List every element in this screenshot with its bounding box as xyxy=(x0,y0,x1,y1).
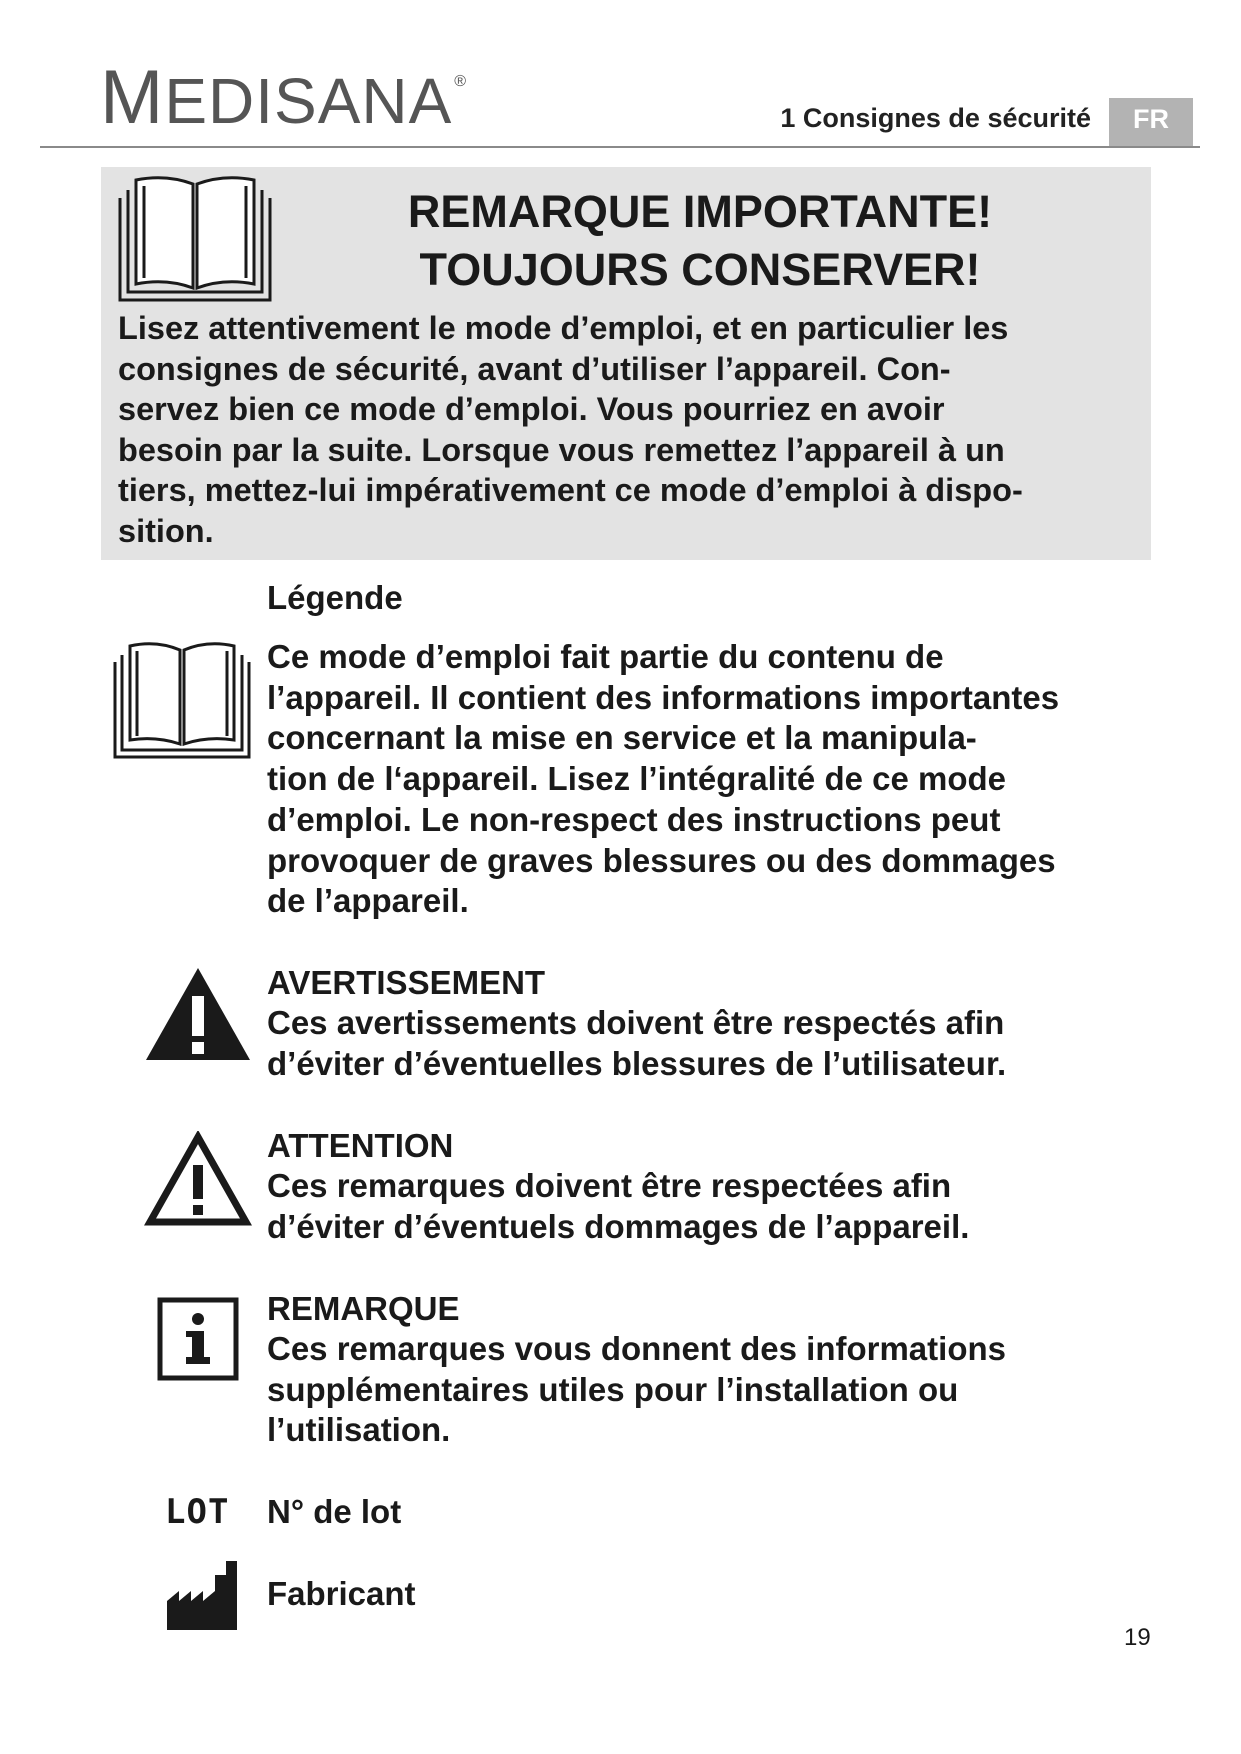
manual-line: tion de l‘appareil. Lisez l’intégralité de ce mode xyxy=(267,760,1007,798)
warning-label: AVERTISSEMENT xyxy=(267,964,546,1001)
notice-line: besoin par la suite. Lorsque vous remettez l’appareil à un xyxy=(118,431,1005,468)
attention-line: d’éviter d’éventuels dommages de l’appareil. xyxy=(267,1207,970,1245)
manual-line: d’emploi. Le non-respect des instructions peut xyxy=(267,800,1001,838)
manual-line: concernant la mise en service et la manipula- xyxy=(267,719,977,757)
notice-heading-line: TOUJOURS CONSERVER! xyxy=(419,244,981,295)
manual-line: de l’appareil. xyxy=(267,882,469,920)
header-divider xyxy=(40,146,1200,148)
remark-line: Ces remarques vous donnent des informations xyxy=(267,1330,1006,1367)
manual-line: l’appareil. Il contient des informations importantes xyxy=(267,678,1060,716)
remark-section xyxy=(267,1289,1147,1451)
warning-line: d’éviter d’éventuelles blessures de l’utilisateur. xyxy=(267,1044,1007,1082)
remark-line: supplémentaires utiles pour l’installation ou xyxy=(267,1370,959,1408)
legend-title: Légende xyxy=(267,579,403,616)
brand-logo: MEDISANA ® xyxy=(100,55,468,140)
warning-section xyxy=(267,963,1147,1084)
manual-line: Ce mode d’emploi fait partie du contenu de xyxy=(267,638,944,675)
manufacturer-label: Fabricant xyxy=(267,1575,416,1612)
lot-label: N° de lot xyxy=(267,1493,402,1530)
notice-heading xyxy=(310,183,1090,299)
warning-outline-triangle-icon xyxy=(144,1131,252,1227)
attention-section xyxy=(267,1126,1147,1247)
remark-label: REMARQUE xyxy=(267,1290,460,1327)
warning-filled-triangle-icon xyxy=(144,966,252,1062)
language-tab: FR xyxy=(1109,98,1193,146)
lot-symbol: LOT xyxy=(165,1492,230,1532)
warning-line: Ces avertissements doivent être respectés afin xyxy=(267,1004,1005,1041)
open-book-icon xyxy=(112,640,252,760)
notice-line: consignes de sécurité, avant d’utiliser l’appareil. Con- xyxy=(118,350,951,387)
open-book-icon xyxy=(116,172,274,304)
attention-line: Ces remarques doivent être respectées afin xyxy=(267,1167,952,1204)
manual-line: provoquer de graves blessures ou des dommages xyxy=(267,841,1056,879)
page-number: 19 xyxy=(1124,1624,1151,1651)
notice-heading-line: REMARQUE IMPORTANTE! xyxy=(407,186,993,237)
notice-line: sition. xyxy=(118,512,214,549)
factory-icon xyxy=(166,1561,238,1631)
manual-description xyxy=(267,637,1147,922)
notice-line: servez bien ce mode d’emploi. Vous pourriez en avoir xyxy=(118,391,945,427)
remark-line: l’utilisation. xyxy=(267,1411,451,1449)
notice-line: tiers, mettez-lui impérativement ce mode d’emploi à dispo- xyxy=(118,472,1023,508)
section-title: 1 Consignes de sécurité xyxy=(780,103,1091,133)
info-box-icon xyxy=(157,1297,239,1381)
notice-line: Lisez attentivement le mode d’emploi, et en particulier les xyxy=(118,310,1009,346)
attention-label: ATTENTION xyxy=(267,1127,454,1164)
notice-body xyxy=(118,308,1148,551)
